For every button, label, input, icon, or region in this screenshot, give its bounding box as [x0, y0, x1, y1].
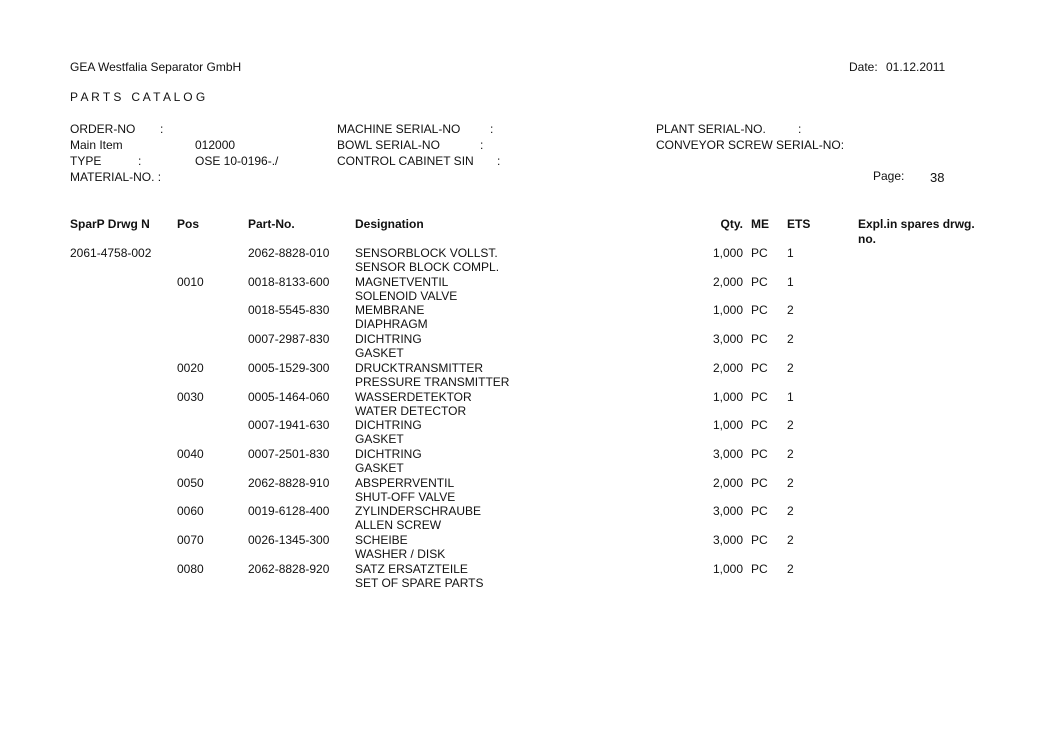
row-designation-en: GASKET: [355, 432, 404, 446]
row-part-no: 2062-8828-920: [248, 562, 330, 576]
plant-serial-colon: :: [798, 122, 802, 136]
col-partno: Part-No.: [248, 217, 295, 231]
row-qty: 2,000: [712, 476, 743, 490]
row-designation-de: MAGNETVENTIL: [355, 275, 449, 289]
row-pos: 0030: [177, 390, 204, 404]
col-expl: Expl.in spares drwg.: [858, 217, 975, 231]
main-item-value: 012000: [195, 138, 236, 152]
row-pos: 0070: [177, 533, 204, 547]
row-designation-de: SCHEIBE: [355, 533, 408, 547]
row-designation-de: SATZ ERSATZTEILE: [355, 562, 468, 576]
row-part-no: 0007-2987-830: [248, 332, 330, 346]
bowl-serial-label: BOWL SERIAL-NO: [337, 138, 440, 152]
catalog-title: P A R T S C A T A L O G: [70, 90, 206, 104]
row-designation-de: SENSORBLOCK VOLLST.: [355, 246, 498, 260]
row-part-no: 0007-2501-830: [248, 447, 330, 461]
col-qty: Qty.: [720, 217, 743, 231]
row-qty: 1,000: [712, 303, 743, 317]
row-me: PC: [751, 332, 768, 346]
row-designation-de: ZYLINDERSCHRAUBE: [355, 504, 482, 518]
row-designation-en: DIAPHRAGM: [355, 317, 428, 331]
row-designation-de: ABSPERRVENTIL: [355, 476, 455, 490]
conveyor-serial-label: CONVEYOR SCREW SERIAL-NO:: [656, 138, 845, 152]
control-cabinet-label: CONTROL CABINET SIN: [337, 154, 474, 168]
row-part-no: 0026-1345-300: [248, 533, 330, 547]
col-ets: ETS: [787, 217, 811, 231]
page-label: Page:: [873, 169, 905, 183]
row-designation-en: SOLENOID VALVE: [355, 289, 458, 303]
row-ets: 2: [787, 332, 794, 346]
row-part-no: 0005-1529-300: [248, 361, 330, 375]
order-no-colon: :: [160, 122, 164, 136]
company-name: GEA Westfalia Separator GmbH: [70, 60, 242, 74]
row-pos: 0010: [177, 275, 204, 289]
date-label: Date:: [849, 60, 878, 74]
row-ets: 2: [787, 361, 794, 375]
row-me: PC: [751, 476, 768, 490]
row-designation-de: DICHTRING: [355, 332, 422, 346]
row-designation-de: DICHTRING: [355, 418, 422, 432]
row-ets: 1: [787, 275, 794, 289]
row-part-no: 2062-8828-010: [248, 246, 330, 260]
row-designation-en: SET OF SPARE PARTS: [355, 576, 484, 590]
row-ets: 2: [787, 504, 794, 518]
row-designation-de: WASSERDETEKTOR: [355, 390, 472, 404]
row-qty: 1,000: [712, 418, 743, 432]
col-expl-2: no.: [858, 232, 876, 246]
row-qty: 3,000: [712, 447, 743, 461]
col-designation: Designation: [355, 217, 424, 231]
row-ets: 2: [787, 533, 794, 547]
row-qty: 1,000: [712, 246, 743, 260]
row-ets: 2: [787, 303, 794, 317]
row-me: PC: [751, 447, 768, 461]
row-designation-en: GASKET: [355, 346, 404, 360]
type-label: TYPE: [70, 154, 102, 168]
col-me: ME: [751, 217, 769, 231]
row-me: PC: [751, 504, 768, 518]
plant-serial-label: PLANT SERIAL-NO.: [656, 122, 766, 136]
row-pos: 0020: [177, 361, 204, 375]
row-designation-en: WATER DETECTOR: [355, 404, 467, 418]
row-qty: 1,000: [712, 562, 743, 576]
row-designation-en: SHUT-OFF VALVE: [355, 490, 456, 504]
row-designation-de: MEMBRANE: [355, 303, 425, 317]
row-pos: 0080: [177, 562, 204, 576]
row-designation-en: GASKET: [355, 461, 404, 475]
bowl-serial-colon: :: [480, 138, 484, 152]
row-qty: 3,000: [712, 332, 743, 346]
machine-serial-colon: :: [490, 122, 494, 136]
col-pos: Pos: [177, 217, 200, 231]
row-qty: 2,000: [712, 361, 743, 375]
row-ets: 1: [787, 246, 794, 260]
material-no-label: MATERIAL-NO. :: [70, 170, 162, 184]
row-part-no: 0018-5545-830: [248, 303, 330, 317]
row-designation-en: ALLEN SCREW: [355, 518, 442, 532]
row-pos: 0050: [177, 476, 204, 490]
row-drawing-no: 2061-4758-002: [70, 246, 152, 260]
type-colon: :: [138, 154, 142, 168]
row-me: PC: [751, 275, 768, 289]
main-item-label: Main Item: [70, 138, 123, 152]
row-me: PC: [751, 533, 768, 547]
row-ets: 2: [787, 476, 794, 490]
row-ets: 2: [787, 562, 794, 576]
col-sparp: SparP Drwg N: [70, 217, 150, 231]
row-qty: 1,000: [712, 390, 743, 404]
row-designation-de: DICHTRING: [355, 447, 422, 461]
row-ets: 2: [787, 418, 794, 432]
row-qty: 3,000: [712, 533, 743, 547]
type-value: OSE 10-0196-./: [195, 154, 279, 168]
row-me: PC: [751, 361, 768, 375]
row-part-no: 2062-8828-910: [248, 476, 330, 490]
row-qty: 3,000: [712, 504, 743, 518]
page-number: 38: [930, 170, 945, 185]
row-qty: 2,000: [712, 275, 743, 289]
row-part-no: 0018-8133-600: [248, 275, 330, 289]
row-pos: 0040: [177, 447, 204, 461]
row-designation-de: DRUCKTRANSMITTER: [355, 361, 483, 375]
row-part-no: 0007-1941-630: [248, 418, 330, 432]
row-ets: 2: [787, 447, 794, 461]
row-pos: 0060: [177, 504, 204, 518]
row-part-no: 0005-1464-060: [248, 390, 330, 404]
row-designation-en: SENSOR BLOCK COMPL.: [355, 260, 500, 274]
machine-serial-label: MACHINE SERIAL-NO: [337, 122, 461, 136]
row-me: PC: [751, 246, 768, 260]
row-part-no: 0019-6128-400: [248, 504, 330, 518]
date-value: 01.12.2011: [886, 60, 946, 74]
order-no-label: ORDER-NO: [70, 122, 136, 136]
row-me: PC: [751, 418, 768, 432]
row-me: PC: [751, 562, 768, 576]
row-me: PC: [751, 303, 768, 317]
row-designation-en: WASHER / DISK: [355, 547, 446, 561]
row-me: PC: [751, 390, 768, 404]
control-cabinet-colon: :: [497, 154, 501, 168]
row-ets: 1: [787, 390, 794, 404]
row-designation-en: PRESSURE TRANSMITTER: [355, 375, 510, 389]
